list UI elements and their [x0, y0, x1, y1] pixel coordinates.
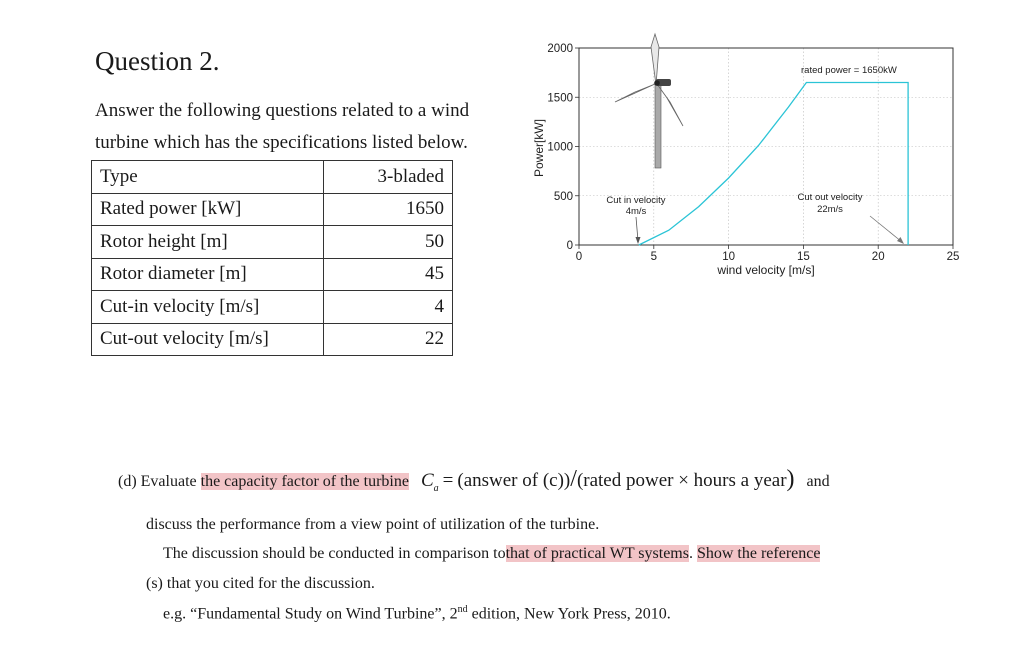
arrow-head-icon [897, 237, 904, 244]
spec-label: Cut-out velocity [m/s] [92, 323, 324, 356]
cut-out-value: 22m/s [817, 204, 843, 215]
reference-text-end: edition, New York Press, 2010. [467, 605, 671, 623]
power-curve-chart [525, 30, 965, 290]
line-3-text: The discussion should be conducted in comparison to [163, 545, 506, 562]
y-tick-label: 2000 [547, 43, 573, 55]
x-tick-label: 10 [722, 251, 735, 263]
spec-row [92, 226, 453, 259]
spec-row [92, 291, 453, 324]
spec-value: 45 [324, 258, 453, 291]
question-title: Question 2. [95, 46, 220, 76]
x-tick-label: 15 [797, 251, 810, 263]
x-tick-label: 0 [575, 251, 583, 263]
spec-row [92, 161, 453, 194]
cut-out-arrow [870, 216, 902, 242]
x-tick-label: 5 [650, 251, 658, 263]
part-d-line-2: discuss the performance from a view point of utilization of the turbine. [146, 516, 600, 533]
formula-slash: / [570, 466, 577, 492]
spec-label: Type [92, 161, 324, 194]
intro-line-1: Answer the following questions related to a wind [95, 100, 470, 121]
ca-symbol: C [420, 470, 434, 491]
y-tick-label: 500 [553, 190, 573, 203]
formula-close-paren: ) [786, 466, 795, 492]
part-d-line-5 [163, 604, 671, 623]
spec-label: Rotor height [m] [92, 226, 324, 259]
part-d-line-1 [118, 466, 830, 494]
ca-subscript: a [433, 482, 439, 494]
formula-denominator: (rated power × hours a year [576, 470, 787, 491]
y-axis-label: Power[kW] [532, 118, 546, 178]
highlight-practical-wt: that of practical WT systems [505, 545, 689, 562]
spec-value: 22 [324, 323, 453, 356]
rated-power-label: rated power = 1650kW [801, 65, 897, 76]
cut-out-label: Cut out velocity [797, 192, 863, 203]
spec-value: 3-bladed [324, 161, 453, 194]
formula-numerator: (answer of (c)) [457, 470, 571, 491]
spec-label: Rotor diameter [m] [92, 258, 324, 291]
cut-in-label: Cut in velocity [606, 195, 666, 206]
part-d-line-4: (s) that you cited for the discussion. [146, 575, 375, 592]
x-tick-label: 25 [946, 251, 960, 263]
line-3-period: . [688, 545, 693, 562]
spec-table [91, 160, 453, 356]
reference-superscript: nd [457, 604, 468, 615]
part-d-line-3 [163, 545, 820, 563]
and-word: and [806, 473, 830, 490]
spec-label: Cut-in velocity [m/s] [92, 291, 324, 324]
x-axis-label: wind velocity [m/s] [717, 263, 815, 277]
x-ticks [576, 245, 960, 263]
blade-icon [651, 34, 659, 85]
x-tick-label: 20 [871, 251, 885, 263]
blade-icon [615, 84, 655, 102]
y-tick-label: 0 [566, 240, 573, 252]
spec-value: 4 [324, 291, 453, 324]
part-d-label: (d) Evaluate [118, 473, 197, 490]
turbine-illustration [615, 34, 683, 168]
spec-row [92, 323, 453, 356]
tower-icon [655, 84, 661, 168]
spec-row [92, 258, 453, 291]
arrow-head-icon [636, 237, 641, 244]
y-ticks [547, 43, 579, 252]
highlight-show-reference: Show the reference [696, 545, 821, 562]
spec-label: Rated power [kW] [92, 193, 324, 226]
hub-icon [654, 80, 660, 86]
intro-line-2: turbine which has the specifications listed below. [95, 132, 468, 153]
spec-value: 50 [324, 226, 453, 259]
y-tick-label: 1000 [547, 141, 573, 154]
cut-in-value: 4m/s [625, 206, 647, 217]
y-tick-label: 1500 [547, 92, 573, 105]
spec-row [92, 193, 453, 226]
highlight-capacity-factor: the capacity factor of the turbine [200, 473, 409, 490]
power-curve-line [639, 83, 908, 246]
equals-sign: = [442, 470, 454, 491]
spec-value: 1650 [324, 193, 453, 226]
reference-text: e.g. “Fundamental Study on Wind Turbine”, 2 [163, 605, 458, 623]
